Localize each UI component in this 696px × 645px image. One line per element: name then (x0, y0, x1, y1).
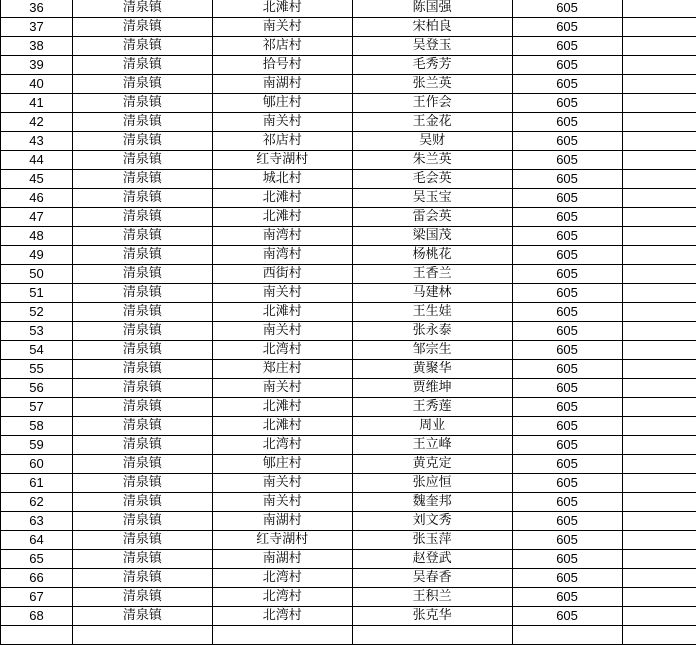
person-name-cell: 王作会 (352, 94, 512, 113)
table-row (1, 436, 696, 455)
table-row (1, 284, 696, 303)
amount-cell: 605 (512, 379, 622, 398)
amount-cell: 605 (512, 550, 622, 569)
village-cell: 西街村 (212, 265, 352, 284)
person-name-cell: 张玉萍 (352, 531, 512, 550)
town-cell: 清泉镇 (72, 398, 212, 417)
person-name-cell: 梁国茂 (352, 227, 512, 246)
village-cell: 祁店村 (212, 132, 352, 151)
table-row (1, 246, 696, 265)
town-cell: 清泉镇 (72, 208, 212, 227)
blank-cell (622, 113, 696, 132)
amount-cell: 605 (512, 531, 622, 550)
amount-cell (512, 626, 622, 645)
blank-cell (622, 455, 696, 474)
amount-cell: 605 (512, 512, 622, 531)
town-cell: 清泉镇 (72, 246, 212, 265)
amount-cell: 605 (512, 56, 622, 75)
village-cell: 南关村 (212, 18, 352, 37)
blank-cell (622, 531, 696, 550)
amount-cell: 605 (512, 607, 622, 626)
amount-cell: 605 (512, 398, 622, 417)
amount-cell: 605 (512, 322, 622, 341)
blank-cell (622, 303, 696, 322)
person-name-cell: 黄聚华 (352, 360, 512, 379)
town-cell: 清泉镇 (72, 265, 212, 284)
amount-cell: 605 (512, 37, 622, 56)
amount-cell: 605 (512, 436, 622, 455)
blank-cell (622, 588, 696, 607)
table-row (1, 227, 696, 246)
table-row (1, 208, 696, 227)
row-number-cell: 50 (1, 265, 73, 284)
village-cell: 北滩村 (212, 0, 352, 18)
village-cell: 南关村 (212, 474, 352, 493)
person-name-cell: 王金花 (352, 113, 512, 132)
town-cell (72, 626, 212, 645)
village-cell: 南关村 (212, 322, 352, 341)
person-name-cell: 吴玉宝 (352, 189, 512, 208)
row-number-cell: 53 (1, 322, 73, 341)
blank-cell (622, 607, 696, 626)
person-name-cell: 赵登武 (352, 550, 512, 569)
village-cell: 南关村 (212, 493, 352, 512)
town-cell: 清泉镇 (72, 360, 212, 379)
table-row (1, 151, 696, 170)
table-row (1, 56, 696, 75)
table-row (1, 588, 696, 607)
blank-cell (622, 322, 696, 341)
blank-cell (622, 189, 696, 208)
blank-cell (622, 265, 696, 284)
person-name-cell: 贾维坤 (352, 379, 512, 398)
person-name-cell: 张克华 (352, 607, 512, 626)
row-number-cell: 54 (1, 341, 73, 360)
person-name-cell: 魏奎邦 (352, 493, 512, 512)
row-number-cell: 38 (1, 37, 73, 56)
blank-cell (622, 284, 696, 303)
town-cell: 清泉镇 (72, 379, 212, 398)
blank-cell (622, 56, 696, 75)
town-cell: 清泉镇 (72, 474, 212, 493)
blank-cell (622, 436, 696, 455)
village-cell: 南关村 (212, 113, 352, 132)
table-row (1, 455, 696, 474)
blank-cell (622, 569, 696, 588)
amount-cell: 605 (512, 151, 622, 170)
blank-cell (622, 75, 696, 94)
village-cell: 郑庄村 (212, 360, 352, 379)
village-cell: 城北村 (212, 170, 352, 189)
person-name-cell: 王生娃 (352, 303, 512, 322)
row-number-cell: 48 (1, 227, 73, 246)
town-cell: 清泉镇 (72, 113, 212, 132)
town-cell: 清泉镇 (72, 417, 212, 436)
town-cell: 清泉镇 (72, 341, 212, 360)
blank-cell (622, 341, 696, 360)
village-cell: 南湾村 (212, 227, 352, 246)
person-name-cell: 张永泰 (352, 322, 512, 341)
village-cell: 北湾村 (212, 569, 352, 588)
amount-cell: 605 (512, 0, 622, 18)
table-row (1, 474, 696, 493)
amount-cell: 605 (512, 474, 622, 493)
person-name-cell: 吴财 (352, 132, 512, 151)
village-cell: 北滩村 (212, 303, 352, 322)
table-row (1, 0, 696, 18)
table-row (1, 531, 696, 550)
town-cell: 清泉镇 (72, 588, 212, 607)
town-cell: 清泉镇 (72, 284, 212, 303)
table-row (1, 550, 696, 569)
town-cell: 清泉镇 (72, 94, 212, 113)
town-cell: 清泉镇 (72, 569, 212, 588)
table-row (1, 569, 696, 588)
town-cell: 清泉镇 (72, 607, 212, 626)
village-cell: 北湾村 (212, 341, 352, 360)
amount-cell: 605 (512, 75, 622, 94)
blank-cell (622, 379, 696, 398)
amount-cell: 605 (512, 132, 622, 151)
blank-cell (622, 360, 696, 379)
table-row (1, 94, 696, 113)
town-cell: 清泉镇 (72, 37, 212, 56)
person-name-cell: 毛秀芳 (352, 56, 512, 75)
town-cell: 清泉镇 (72, 303, 212, 322)
blank-cell (622, 227, 696, 246)
person-name-cell: 邹宗生 (352, 341, 512, 360)
village-cell (212, 626, 352, 645)
table-row (1, 512, 696, 531)
village-cell: 南湖村 (212, 550, 352, 569)
amount-cell: 605 (512, 417, 622, 436)
village-cell: 北滩村 (212, 398, 352, 417)
village-cell: 拾号村 (212, 56, 352, 75)
row-number-cell: 46 (1, 189, 73, 208)
blank-cell (622, 417, 696, 436)
amount-cell: 605 (512, 588, 622, 607)
row-number-cell: 39 (1, 56, 73, 75)
row-number-cell: 43 (1, 132, 73, 151)
blank-cell (622, 0, 696, 18)
town-cell: 清泉镇 (72, 436, 212, 455)
table-row (1, 37, 696, 56)
table-row (1, 417, 696, 436)
blank-cell (622, 132, 696, 151)
town-cell: 清泉镇 (72, 189, 212, 208)
row-number-cell: 37 (1, 18, 73, 37)
village-cell: 红寺湖村 (212, 151, 352, 170)
village-cell: 北湾村 (212, 607, 352, 626)
row-number-cell: 40 (1, 75, 73, 94)
table-row (1, 189, 696, 208)
person-name-cell: 王积兰 (352, 588, 512, 607)
village-cell: 郇庄村 (212, 455, 352, 474)
table-row (1, 398, 696, 417)
blank-cell (622, 512, 696, 531)
person-name-cell: 吴登玉 (352, 37, 512, 56)
amount-cell: 605 (512, 569, 622, 588)
row-number-cell: 67 (1, 588, 73, 607)
person-name-cell: 陈国强 (352, 0, 512, 18)
table-row (1, 626, 696, 645)
blank-cell (622, 493, 696, 512)
town-cell: 清泉镇 (72, 75, 212, 94)
amount-cell: 605 (512, 170, 622, 189)
table-row (1, 322, 696, 341)
person-name-cell: 王立峰 (352, 436, 512, 455)
town-cell: 清泉镇 (72, 550, 212, 569)
table-row (1, 607, 696, 626)
table-row (1, 493, 696, 512)
row-number-cell: 62 (1, 493, 73, 512)
table-row (1, 18, 696, 37)
village-cell: 南湾村 (212, 246, 352, 265)
village-cell: 南湖村 (212, 75, 352, 94)
person-name-cell: 王秀莲 (352, 398, 512, 417)
town-cell: 清泉镇 (72, 493, 212, 512)
amount-cell: 605 (512, 341, 622, 360)
town-cell: 清泉镇 (72, 0, 212, 18)
village-cell: 郇庄村 (212, 94, 352, 113)
town-cell: 清泉镇 (72, 227, 212, 246)
row-number-cell: 56 (1, 379, 73, 398)
town-cell: 清泉镇 (72, 322, 212, 341)
row-number-cell: 51 (1, 284, 73, 303)
person-name-cell: 雷会英 (352, 208, 512, 227)
amount-cell: 605 (512, 493, 622, 512)
row-number-cell: 45 (1, 170, 73, 189)
town-cell: 清泉镇 (72, 531, 212, 550)
village-cell: 南关村 (212, 379, 352, 398)
row-number-cell: 66 (1, 569, 73, 588)
village-cell: 北湾村 (212, 588, 352, 607)
blank-cell (622, 626, 696, 645)
town-cell: 清泉镇 (72, 170, 212, 189)
person-name-cell: 吴春香 (352, 569, 512, 588)
village-cell: 红寺湖村 (212, 531, 352, 550)
row-number-cell: 58 (1, 417, 73, 436)
amount-cell: 605 (512, 208, 622, 227)
row-number-cell: 36 (1, 0, 73, 18)
table-row (1, 75, 696, 94)
person-name-cell: 张应恒 (352, 474, 512, 493)
person-name-cell: 宋柏良 (352, 18, 512, 37)
table-row (1, 341, 696, 360)
blank-cell (622, 94, 696, 113)
blank-cell (622, 151, 696, 170)
person-name-cell: 黄克定 (352, 455, 512, 474)
blank-cell (622, 208, 696, 227)
town-cell: 清泉镇 (72, 455, 212, 474)
row-number-cell: 57 (1, 398, 73, 417)
amount-cell: 605 (512, 113, 622, 132)
row-number-cell: 64 (1, 531, 73, 550)
amount-cell: 605 (512, 189, 622, 208)
village-cell: 北滩村 (212, 417, 352, 436)
village-cell: 南湖村 (212, 512, 352, 531)
table-row (1, 113, 696, 132)
person-name-cell (352, 626, 512, 645)
row-number-cell: 41 (1, 94, 73, 113)
row-number-cell: 60 (1, 455, 73, 474)
amount-cell: 605 (512, 284, 622, 303)
blank-cell (622, 246, 696, 265)
row-number-cell: 52 (1, 303, 73, 322)
person-name-cell: 马建林 (352, 284, 512, 303)
blank-cell (622, 170, 696, 189)
village-cell: 北湾村 (212, 436, 352, 455)
row-number-cell: 61 (1, 474, 73, 493)
table-row (1, 170, 696, 189)
amount-cell: 605 (512, 303, 622, 322)
amount-cell: 605 (512, 227, 622, 246)
table-body (1, 0, 696, 645)
amount-cell: 605 (512, 94, 622, 113)
person-name-cell: 张兰英 (352, 75, 512, 94)
row-number-cell: 44 (1, 151, 73, 170)
row-number-cell: 68 (1, 607, 73, 626)
town-cell: 清泉镇 (72, 151, 212, 170)
amount-cell: 605 (512, 18, 622, 37)
person-name-cell: 王香兰 (352, 265, 512, 284)
town-cell: 清泉镇 (72, 18, 212, 37)
amount-cell: 605 (512, 455, 622, 474)
row-number-cell (1, 626, 73, 645)
blank-cell (622, 18, 696, 37)
village-cell: 祁店村 (212, 37, 352, 56)
row-number-cell: 63 (1, 512, 73, 531)
table-row (1, 379, 696, 398)
blank-cell (622, 474, 696, 493)
blank-cell (622, 550, 696, 569)
amount-cell: 605 (512, 265, 622, 284)
blank-cell (622, 37, 696, 56)
amount-cell: 605 (512, 360, 622, 379)
row-number-cell: 55 (1, 360, 73, 379)
person-name-cell: 刘文秀 (352, 512, 512, 531)
table-row (1, 265, 696, 284)
village-cell: 南关村 (212, 284, 352, 303)
row-number-cell: 65 (1, 550, 73, 569)
amount-cell: 605 (512, 246, 622, 265)
village-cell: 北滩村 (212, 208, 352, 227)
table-row (1, 360, 696, 379)
row-number-cell: 42 (1, 113, 73, 132)
person-name-cell: 朱兰英 (352, 151, 512, 170)
person-name-cell: 周业 (352, 417, 512, 436)
town-cell: 清泉镇 (72, 512, 212, 531)
table-row (1, 303, 696, 322)
row-number-cell: 59 (1, 436, 73, 455)
town-cell: 清泉镇 (72, 56, 212, 75)
village-cell: 北滩村 (212, 189, 352, 208)
row-number-cell: 49 (1, 246, 73, 265)
table-row (1, 132, 696, 151)
blank-cell (622, 398, 696, 417)
person-name-cell: 杨桃花 (352, 246, 512, 265)
person-name-cell: 毛会英 (352, 170, 512, 189)
row-number-cell: 47 (1, 208, 73, 227)
town-cell: 清泉镇 (72, 132, 212, 151)
